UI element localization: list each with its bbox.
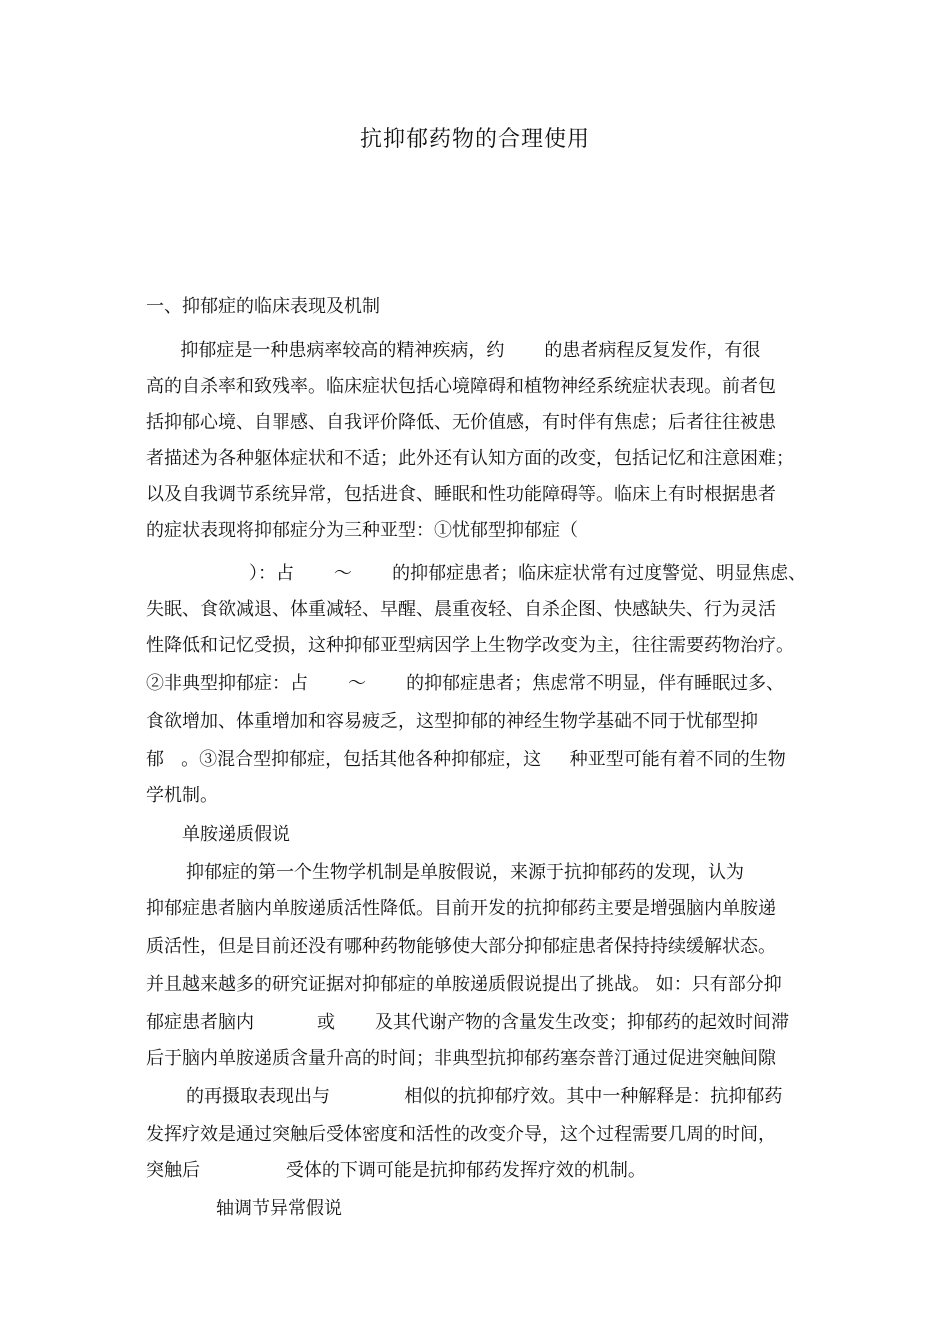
subsection-heading: 轴调节异常假说	[216, 1198, 342, 1219]
paragraph-line: 高的自杀率和致残率。临床症状包括心境障碍和植物神经系统症状表现。前者包	[146, 376, 776, 397]
paragraph-line: 的症状表现将抑郁症分为三种亚型：①忧郁型抑郁症（	[146, 520, 578, 541]
paragraph-line: 质活性，但是目前还没有哪种药物能够使大部分抑郁症患者保持持续缓解状态。	[146, 936, 776, 957]
paragraph-line: 突触后 受体的下调可能是抗抑郁药发挥疗效的机制。	[146, 1160, 646, 1181]
paragraph-line: 者描述为各种躯体症状和不适；此外还有认知方面的改变，包括记忆和注意困难；	[146, 448, 794, 469]
subsection-heading: 单胺递质假说	[182, 824, 290, 845]
paragraph-line: 抑郁症是一种患病率较高的精神疾病，约 的患者病程反复发作，有很	[146, 340, 761, 361]
paragraph-line: 失眠、食欲减退、体重减轻、早醒、晨重夜轻、自杀企图、快感缺失、行为灵活	[146, 599, 776, 620]
paragraph-line: 发挥疗效是通过突触后受体密度和活性的改变介导，这个过程需要几周的时间，	[146, 1124, 776, 1145]
paragraph-line: 后于脑内单胺递质含量升高的时间；非典型抗抑郁药塞奈普汀通过促进突触间隙	[146, 1048, 776, 1069]
section-heading: 一、抑郁症的临床表现及机制	[146, 296, 380, 317]
paragraph-line: 并且越来越多的研究证据对抑郁症的单胺递质假说提出了挑战。 如：只有部分抑	[146, 974, 782, 995]
paragraph-line: 郁症患者脑内 或 及其代谢产物的含量发生改变；抑郁药的起效时间滞	[146, 1012, 789, 1033]
paragraph-line: 抑郁症的第一个生物学机制是单胺假说，来源于抗抑郁药的发现，认为	[146, 862, 745, 883]
paragraph-line: 抑郁症患者脑内单胺递质活性降低。目前开发的抗抑郁药主要是增强脑内单胺递	[146, 898, 776, 919]
paragraph-line: 食欲增加、体重增加和容易疲乏，这型抑郁的神经生物学基础不同于忧郁型抑	[146, 711, 758, 732]
paragraph-line: 学机制。	[146, 785, 218, 806]
paragraph-line: 以及自我调节系统异常，包括进食、睡眠和性功能障碍等。临床上有时根据患者	[146, 484, 776, 505]
paragraph-line: ）：占 ～ 的抑郁症患者；临床症状常有过度警觉、明显焦虑、	[146, 563, 807, 584]
paragraph-line: 性降低和记忆受损，这种抑郁亚型病因学上生物学改变为主，往往需要药物治疗。	[146, 635, 794, 656]
paragraph-line: 郁 。③混合型抑郁症，包括其他各种抑郁症，这 种亚型可能有着不同的生物	[146, 749, 786, 770]
paragraph-line: 括抑郁心境、自罪感、自我评价降低、无价值感，有时伴有焦虑；后者往往被患	[146, 412, 776, 433]
paragraph-line: ②非典型抑郁症：占 ～ 的抑郁症患者；焦虑常不明显，伴有睡眠过多、	[146, 673, 785, 694]
document-title: 抗抑郁药物的合理使用	[359, 127, 590, 152]
paragraph-line: 的再摄取表现出与 相似的抗抑郁疗效。其中一种解释是：抗抑郁药	[146, 1086, 783, 1107]
